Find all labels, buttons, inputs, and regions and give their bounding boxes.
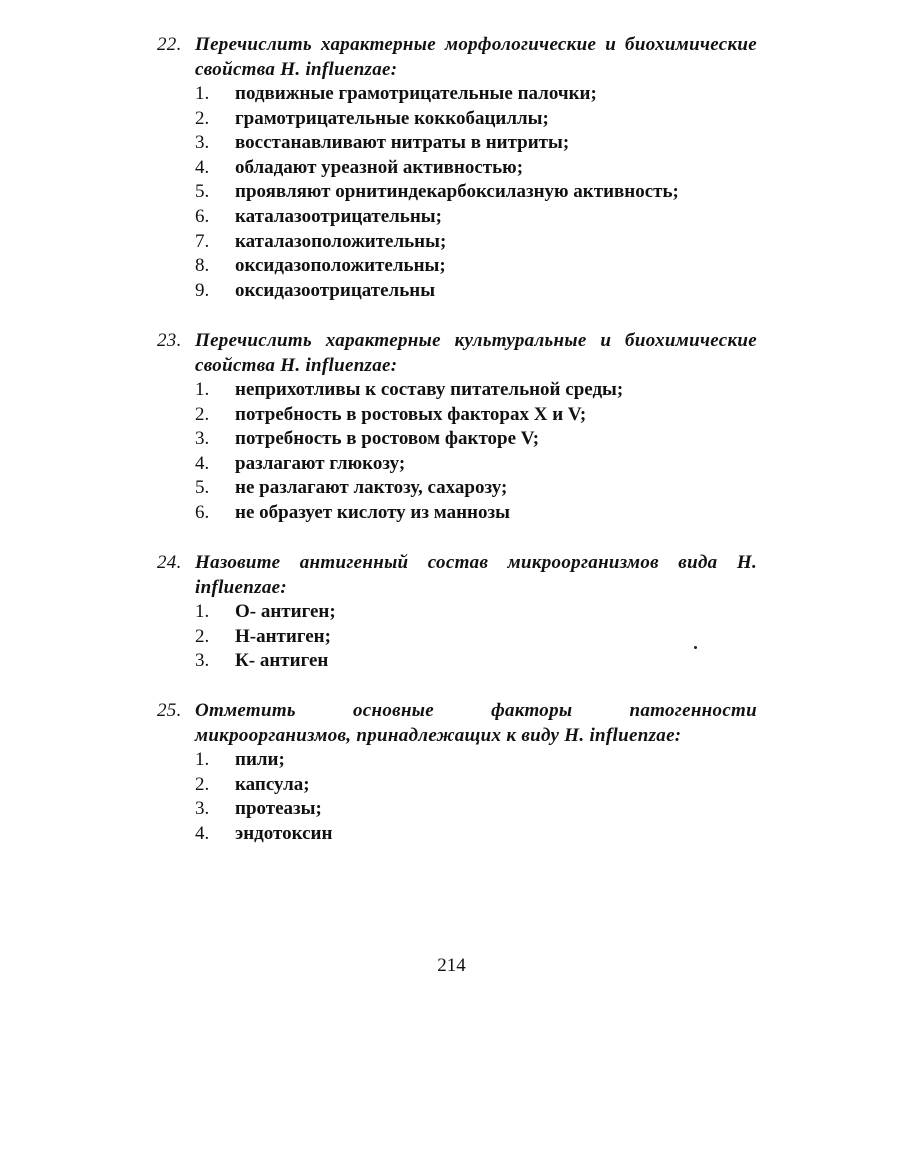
option-text: грамотрицательные коккобациллы; xyxy=(235,107,549,129)
option-number: 2. xyxy=(195,403,210,425)
option-text: подвижные грамотрицательные палочки; xyxy=(235,83,597,104)
answer-option xyxy=(157,649,757,674)
option-text: каталазоотрицательны; xyxy=(235,205,442,227)
option-text: К- антиген xyxy=(235,650,329,672)
page-number: 214 xyxy=(437,955,466,976)
answer-option xyxy=(157,476,757,501)
answer-option xyxy=(157,156,757,181)
option-number: 9. xyxy=(195,279,210,301)
answer-list xyxy=(157,82,757,303)
question-text: Назовите антигенный состав микроорганизмов вида H. influenzae: xyxy=(195,552,757,598)
option-number: 4. xyxy=(195,822,210,844)
answer-option xyxy=(157,378,757,403)
question-number: 23. xyxy=(157,330,182,351)
answer-list xyxy=(157,378,757,526)
question-number: 25. xyxy=(157,700,182,721)
answer-option xyxy=(157,797,757,822)
option-number: 5. xyxy=(195,477,210,499)
answer-option xyxy=(157,600,757,625)
question-text: Перечислить характерные культуральные и биохимические свойства H. influenzae: xyxy=(195,330,757,376)
option-text: оксидазоположительны; xyxy=(235,255,446,277)
question-22 xyxy=(157,32,757,303)
option-number: 6. xyxy=(195,501,210,523)
answer-option xyxy=(157,254,757,279)
question-number: 24. xyxy=(157,552,182,573)
option-number: 4. xyxy=(195,452,210,474)
option-number: 4. xyxy=(195,156,210,178)
option-number: 3. xyxy=(195,428,210,450)
question-text: Перечислить характерные морфологические и биохимические свойства H. influenzae: xyxy=(195,34,757,80)
option-number: 3. xyxy=(195,650,210,672)
option-text: Н-антиген; xyxy=(235,625,331,647)
option-text: восстанавливают нитраты в нитриты; xyxy=(235,132,570,154)
option-text: оксидазоотрицательны xyxy=(235,279,436,301)
option-text: неприхотливы к составу питательной среды; xyxy=(235,379,624,400)
question-25 xyxy=(157,698,757,846)
question-heading xyxy=(157,550,757,600)
answer-list xyxy=(157,748,757,846)
answer-option xyxy=(157,748,757,773)
question-text: Отметить основные факторы патогенности микроорганизмов, принадлежащих к виду H. influenzae: xyxy=(195,700,757,746)
answer-option xyxy=(157,427,757,452)
scan-speck xyxy=(694,646,697,649)
answer-option xyxy=(157,205,757,230)
answer-option xyxy=(157,501,757,526)
question-number: 22. xyxy=(157,34,182,55)
option-text: потребность в ростовых факторах X и V; xyxy=(235,403,587,425)
option-text: капсула; xyxy=(235,773,310,795)
option-text: эндотоксин xyxy=(235,822,333,844)
option-number: 3. xyxy=(195,798,210,820)
option-number: 1. xyxy=(195,83,210,104)
question-heading xyxy=(157,328,757,378)
option-number: 3. xyxy=(195,132,210,154)
answer-option xyxy=(157,180,757,205)
answer-option xyxy=(157,279,757,304)
option-text: О- антиген; xyxy=(235,601,336,622)
option-number: 1. xyxy=(195,601,210,622)
question-heading xyxy=(157,32,757,82)
option-number: 2. xyxy=(195,107,210,129)
option-number: 2. xyxy=(195,625,210,647)
answer-option xyxy=(157,107,757,132)
option-number: 8. xyxy=(195,255,210,277)
option-text: потребность в ростовом факторе V; xyxy=(235,428,540,450)
answer-option xyxy=(157,403,757,428)
answer-option xyxy=(157,773,757,798)
option-number: 2. xyxy=(195,773,210,795)
option-number: 7. xyxy=(195,230,210,252)
answer-option xyxy=(157,452,757,477)
question-heading xyxy=(157,698,757,748)
option-number: 1. xyxy=(195,749,210,770)
option-text: протеазы; xyxy=(235,798,322,820)
answer-option xyxy=(157,131,757,156)
option-text: каталазоположительны; xyxy=(235,230,447,252)
question-23 xyxy=(157,328,757,526)
answer-option xyxy=(157,82,757,107)
question-24 xyxy=(157,550,757,674)
option-number: 6. xyxy=(195,205,210,227)
option-text: не образует кислоту из маннозы xyxy=(235,501,510,523)
answer-option xyxy=(157,230,757,255)
option-text: не разлагают лактозу, сахарозу; xyxy=(235,477,508,499)
answer-list xyxy=(157,600,757,674)
option-text: пили; xyxy=(235,749,285,770)
answer-option xyxy=(157,625,757,650)
option-text: обладают уреазной активностью; xyxy=(235,156,524,178)
answer-option xyxy=(157,822,757,847)
option-text: проявляют орнитиндекарбоксилазную активность; xyxy=(235,181,679,203)
option-number: 5. xyxy=(195,181,210,203)
option-text: разлагают глюкозу; xyxy=(235,452,406,474)
option-number: 1. xyxy=(195,379,210,400)
